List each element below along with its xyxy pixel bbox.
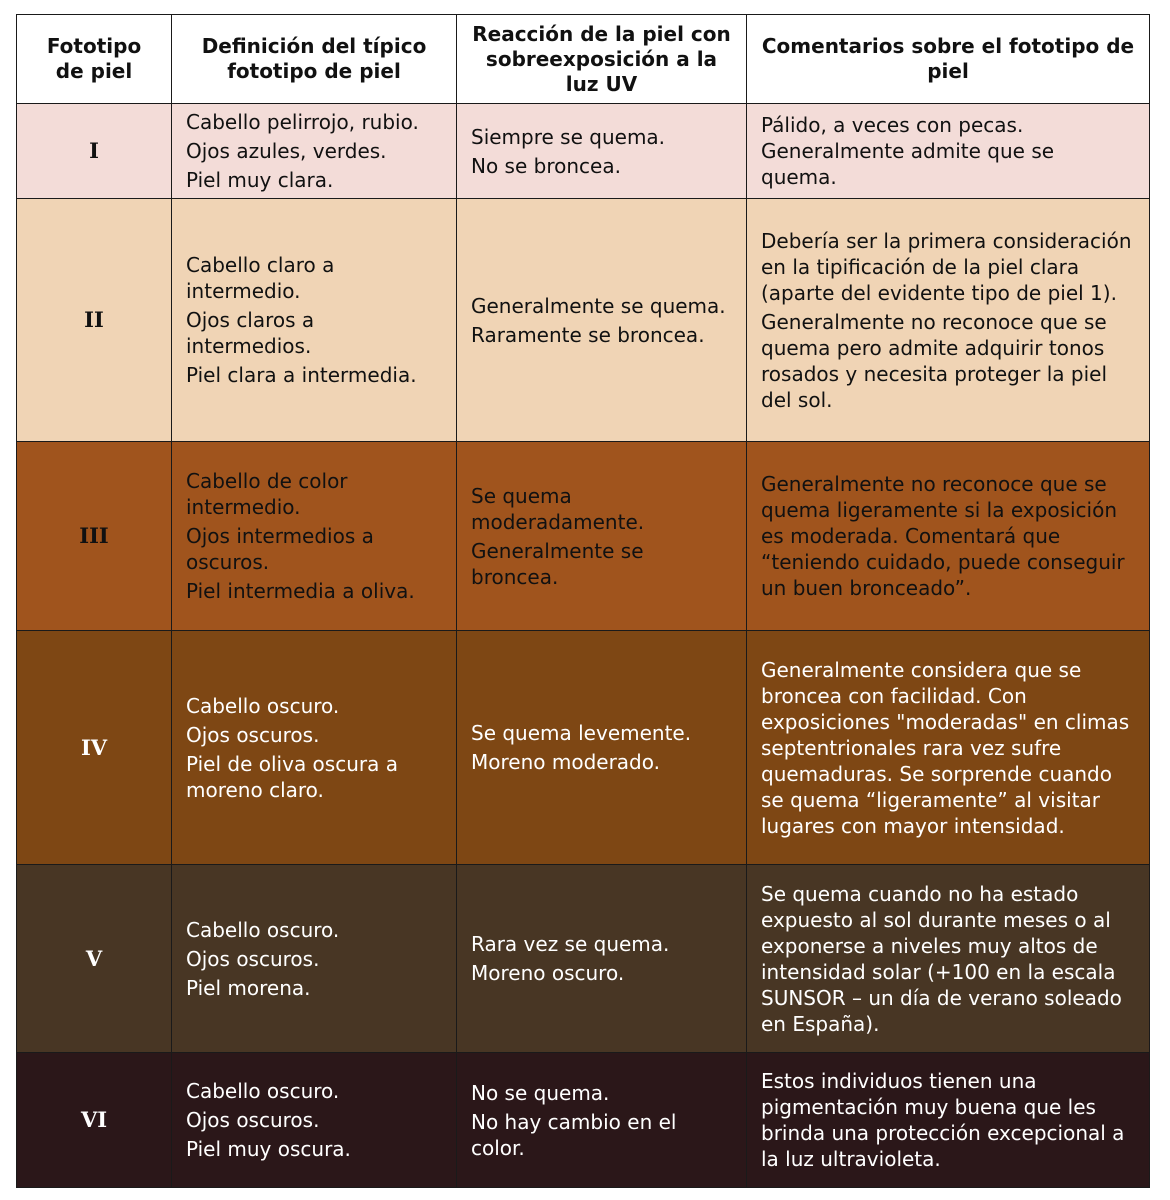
definition-cell bbox=[172, 442, 457, 631]
reaction-line: Se quema levemente. bbox=[471, 721, 692, 745]
definition-line: Piel muy oscura. bbox=[186, 1137, 351, 1161]
comments-cell bbox=[747, 1053, 1150, 1188]
reaction-cell bbox=[457, 631, 747, 865]
fototipo-table-container bbox=[16, 14, 1149, 1188]
reaction-line: No hay cambio en el color. bbox=[471, 1109, 677, 1160]
definition-line: Cabello oscuro. bbox=[186, 1079, 340, 1103]
definition-cell bbox=[172, 1053, 457, 1188]
fototipo-table bbox=[16, 14, 1150, 1188]
definition-line: Piel morena. bbox=[186, 975, 311, 1000]
table-row bbox=[17, 1053, 1150, 1188]
definition-cell bbox=[172, 104, 457, 199]
definition-line: Ojos oscuros. bbox=[186, 722, 320, 747]
definition-line: Piel muy clara. bbox=[186, 168, 334, 192]
reaction-line: Siempre se quema. bbox=[471, 124, 666, 149]
definition-line: Ojos claros a intermedios. bbox=[186, 308, 315, 358]
reaction-cell bbox=[457, 104, 747, 199]
header-fototipo: Fototipo de piel bbox=[17, 15, 172, 104]
reaction-line: Generalmente se quema. bbox=[471, 293, 726, 318]
definition-line: Ojos oscuros. bbox=[186, 946, 320, 971]
header-definicion: Definición del típico fototipo de piel bbox=[172, 15, 457, 104]
definition-line: Cabello pelirrojo, rubio. bbox=[186, 110, 419, 134]
reaction-line: Moreno oscuro. bbox=[471, 961, 625, 985]
table-row bbox=[17, 631, 1150, 865]
reaction-line: Moreno moderado. bbox=[471, 750, 660, 774]
definition-line: Ojos azules, verdes. bbox=[186, 139, 387, 163]
fototipo-cell: II bbox=[17, 199, 172, 442]
definition-line: Cabello oscuro. bbox=[186, 917, 340, 942]
comments-cell bbox=[747, 104, 1150, 199]
definition-line: Piel intermedia a oliva. bbox=[186, 579, 415, 603]
comments-line: Generalmente no reconoce que se quema ligeramente si la exposición es moderada. Comentará que “teniendo cuidado, puede conseguir un buen bronceado”. bbox=[761, 472, 1125, 600]
comments-line: Debería ser la primera consideración en la tipificación de la piel clara (aparte del evidente tipo de piel 1). bbox=[761, 228, 1132, 305]
definition-line: Cabello oscuro. bbox=[186, 693, 340, 718]
comments-cell bbox=[747, 631, 1150, 865]
definition-line: Cabello de color intermedio. bbox=[186, 469, 348, 519]
reaction-cell bbox=[457, 1053, 747, 1188]
fototipo-cell: III bbox=[17, 442, 172, 631]
reaction-cell bbox=[457, 199, 747, 442]
reaction-line: Generalmente se broncea. bbox=[471, 538, 644, 589]
definition-cell bbox=[172, 865, 457, 1053]
comments-cell bbox=[747, 865, 1150, 1053]
definition-cell bbox=[172, 199, 457, 442]
definition-cell bbox=[172, 631, 457, 865]
fototipo-cell: IV bbox=[17, 631, 172, 865]
comments-line: Se quema cuando no ha estado expuesto al sol durante meses o al exponerse a niveles muy altos de intensidad solar (+100 en la escala SUNSOR – un día de verano soleado en España). bbox=[761, 881, 1122, 1036]
reaction-line: Rara vez se quema. bbox=[471, 932, 670, 956]
comments-line: Generalmente no reconoce que se quema pero admite adquirir tonos rosados y necesita proteger la piel del sol. bbox=[761, 309, 1108, 412]
definition-line: Ojos intermedios a oscuros. bbox=[186, 524, 374, 574]
fototipo-cell: I bbox=[17, 104, 172, 199]
definition-line: Cabello claro a intermedio. bbox=[186, 253, 335, 303]
definition-line: Piel de oliva oscura a moreno claro. bbox=[186, 751, 398, 802]
header-reaccion: Reacción de la piel con sobreexposición a la luz UV bbox=[457, 15, 747, 104]
table-row bbox=[17, 865, 1150, 1053]
comments-line: Generalmente considera que se broncea con facilidad. Con exposiciones "moderadas" en climas septentrionales rara vez sufre quemaduras. Se sorprende cuando se quema “ligeramente” al visitar lugares con mayor intensidad. bbox=[761, 657, 1130, 838]
table-row bbox=[17, 442, 1150, 631]
comments-line: Pálido, a veces con pecas. Generalmente admite que se quema. bbox=[761, 113, 1055, 189]
reaction-line: No se broncea. bbox=[471, 153, 621, 178]
fototipo-cell: VI bbox=[17, 1053, 172, 1188]
fototipo-cell: V bbox=[17, 865, 172, 1053]
reaction-line: Se quema moderadamente. bbox=[471, 483, 645, 534]
table-row bbox=[17, 199, 1150, 442]
reaction-cell bbox=[457, 865, 747, 1053]
comments-cell bbox=[747, 442, 1150, 631]
reaction-line: No se quema. bbox=[471, 1080, 610, 1105]
header-row bbox=[17, 15, 1150, 104]
table-row bbox=[17, 104, 1150, 199]
definition-line: Piel clara a intermedia. bbox=[186, 363, 417, 387]
reaction-line: Raramente se broncea. bbox=[471, 322, 705, 347]
comments-line: Estos individuos tienen una pigmentación muy buena que les brinda una protección excepcional a la luz ultravioleta. bbox=[761, 1069, 1125, 1171]
definition-line: Ojos oscuros. bbox=[186, 1108, 320, 1132]
header-comentarios: Comentarios sobre el fototipo de piel bbox=[747, 15, 1150, 104]
reaction-cell bbox=[457, 442, 747, 631]
comments-cell bbox=[747, 199, 1150, 442]
